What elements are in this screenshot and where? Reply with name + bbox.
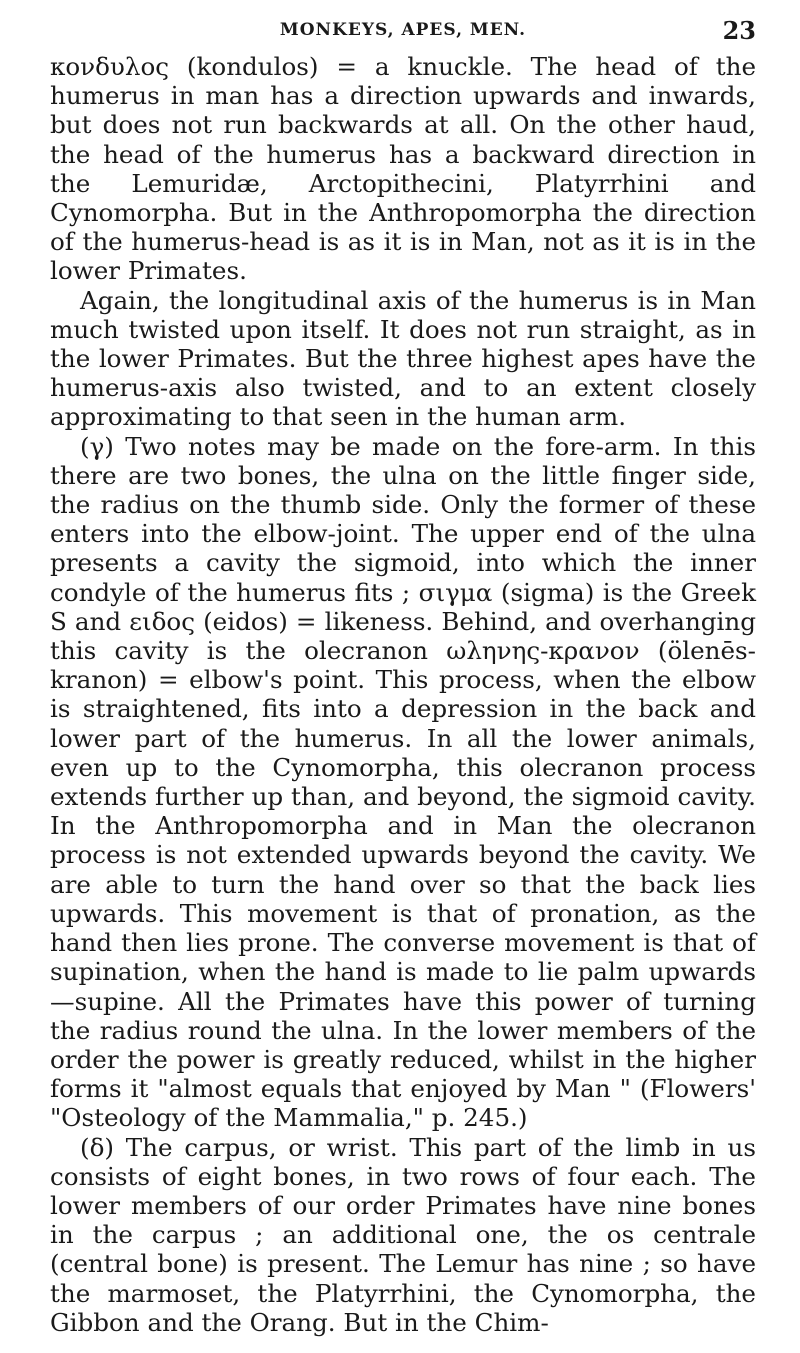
running-head <box>50 14 756 52</box>
paragraph-humerus-axis: Again, the longitudinal axis of the humerus is in Man much twisted upon itself. It does not run straight, as in the lower Primates. But the three highest apes have the humerus-axis also twisted, and to an extent closely approximating to that seen in the human arm. <box>50 285 756 432</box>
paragraph-kondulos: κονδυλος (kondulos) = a knuckle. The head of the humerus in man has a direction upwards and inwards, but does not run backwards at all. On the other haud, the head of the humerus has a backward direction in the Lemuridæ, Arctopithecini, Platyrrhini and Cynomorpha. But in the Anthropomorpha the direction of the humerus-head is as it is in Man, not as it is in the lower Primates. <box>50 52 756 286</box>
page-number: 23 <box>722 16 756 45</box>
paragraph-carpus: (δ) The carpus, or wrist. This part of the limb in us consists of eight bones, in two rows of four each. The lower members of our order Primates have nine bones in the carpus ; an additional one, the os centrale (central bone) is present. The Lemur has nine ; so have the marmoset, the Platyrrhini, the Cynomorpha, the Gibbon and the Orang. But in the Chim- <box>50 1132 756 1337</box>
body-text <box>50 52 756 1337</box>
running-title: MONKEYS, APES, MEN. <box>279 20 527 40</box>
paragraph-fore-arm: (γ) Two notes may be made on the fore-arm. In this there are two bones, the ulna on the little finger side, the radius on the thumb side. Only the former of these enters into the elbow-joint. The upper end of the ulna presents a cavity the sigmoid, into which the inner condyle of the humerus fits ; σιγμα (sigma) is the Greek S and ειδος (eidos) = likeness. Behind, and overhanging this cavity is the olecranon ωληνης-κρανον (ölenēs-kranon) = elbow's point. This process, when the elbow is straightened, fits into a depression in the back and lower part of the humerus. In all the lower animals, even up to the Cynomorpha, this olecranon process extends further up than, and beyond, the sigmoid cavity. In the Anthropomorpha and in Man the olecranon process is not extended upwards beyond the cavity. We are able to turn the hand over so that the back lies upwards. This movement is that of pronation, as the hand then lies prone. The converse movement is that of supination, when the hand is made to lie palm upwards—supine. All the Primates have this power of turning the radius round the ulna. In the lower members of the order the power is greatly reduced, whilst in the higher forms it "almost equals that enjoyed by Man " (Flowers' "Osteology of the Mammalia," p. 245.) <box>50 431 756 1133</box>
